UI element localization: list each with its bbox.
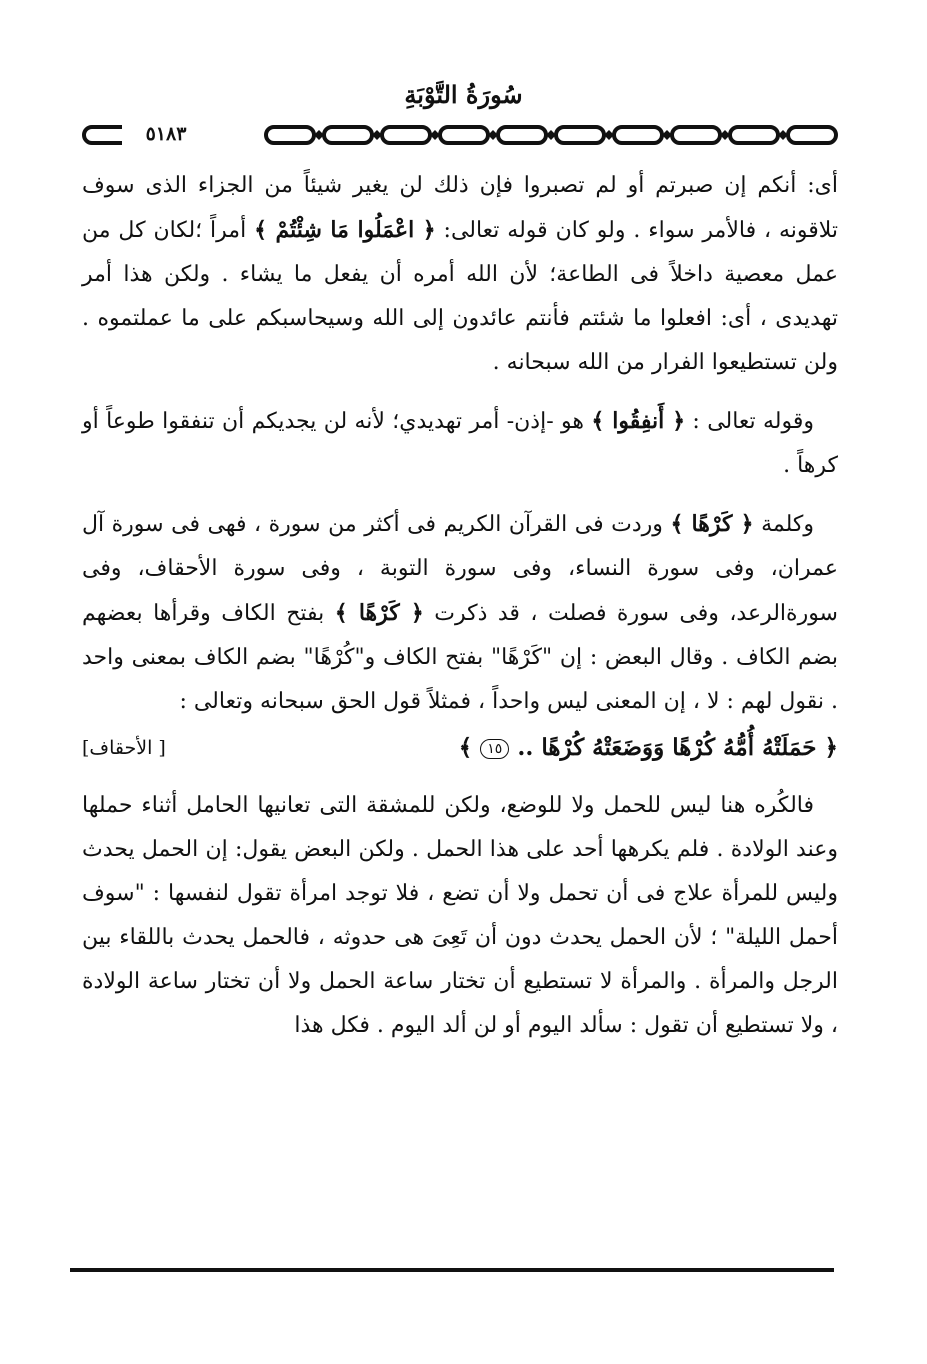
paragraph-4-text: فالكُره هنا ليس للحمل ولا للوضع، ولكن للمشقة التى تعانيها الحامل أثناء حملها وعند الولادة . فلم يكرهها أحد على هذا الحمل . ولكن البعض يقول: إن الحمل يحدث وليس للمرأة علاج فى أن تحمل ولا أن تضع ، فلا توجد امرأة تقول لنفسها : "سوف أحمل الليلة" ؛ لأن الحمل يحدث دون أن تَعِىَ هى حدوثه ، فالحمل يحدث باللقاء بين الرجل والمرأة . والمرأة لا تستطيع أن تختار ساعة الحمل ولا أن تختار ساعة الولادة ، ولا تستطيع أن تقول : سألد اليوم أو لن ألد اليوم . فكل هذا bbox=[82, 793, 838, 1038]
verse-number: ١٥ bbox=[480, 739, 509, 759]
paragraph-3-text-b: وردت فى القرآن الكريم فى أكثر من سورة ، فهى فى سورة آل عمران، وفى سورة النساء، وفى سورة التوبة ، وفى سورة الأحقاف، وفى سورةالرعد، وفى سورة فصلت ، قد ذكرت bbox=[82, 512, 838, 626]
verse-line bbox=[82, 726, 838, 770]
paragraph-4 bbox=[82, 784, 838, 1048]
verse-close-bracket: ﴾ bbox=[458, 734, 473, 761]
paragraph-3-text-c: بفتح الكاف وقرأها بعضهم بضم الكاف . وقال البعض : إن "كَرْهًا" بفتح الكاف و"كُرْهًا" بضم الكاف بمعنى واحد . نقول لهم : لا ، إن المعنى ليس واحداً ، فمثلاً قول الحق سبحانه وتعالى : bbox=[82, 601, 838, 714]
paragraph-2-text-a: وقوله تعالى : bbox=[685, 409, 815, 434]
bottom-rule bbox=[70, 1268, 834, 1272]
surah-title: سُورَةُ التَّوْبَةِ bbox=[404, 80, 523, 109]
page-number: ٥١٨٣ bbox=[122, 121, 210, 147]
paragraph-1-text-a: أى: أنكم إن صبرتم أو لم تصبروا فإن ذلك لن يغير شيئاً من الجزاء الذى سوف تلاقونه ، فالأمر سواء . ولو كان قوله تعالى: bbox=[82, 173, 839, 243]
quran-quote: ﴿ كَرْهًا ﴾ bbox=[334, 600, 424, 626]
quran-quote: ﴿ كَرْهًا ﴾ bbox=[670, 511, 754, 537]
quran-quote: ﴿ اعْمَلُوا مَا شِئْتُمْ ﴾ bbox=[254, 217, 436, 243]
paragraph-3 bbox=[82, 502, 838, 724]
paragraph-2 bbox=[82, 399, 838, 488]
text-body bbox=[82, 164, 838, 1048]
quran-quote: ﴿ أَنفِقُوا ﴾ bbox=[591, 408, 686, 434]
paragraph-1 bbox=[82, 164, 838, 385]
paragraph-3-text-a: وكلمة bbox=[753, 512, 814, 537]
verse-reference: [ الأحقاف] bbox=[82, 737, 166, 759]
quran-verse bbox=[459, 726, 838, 770]
paragraph-1-text-b: أمراً ؛لكان كل من عمل معصية داخلاً فى الطاعة؛ لأن الله أمره أن يفعل ما يشاء . ولكن هذا أمر تهديدى ، أى: افعلوا ما شئتم فأنتم عائدون إلى الله وسيحاسبكم على ما عملتموه . ولن تستطيعوا الفرار من الله سبحانه . bbox=[82, 218, 838, 375]
verse-text: ﴿ حَمَلَتْهُ أُمُّهُ كُرْهًا وَوَضَعَتْهُ كُرْهًا .. bbox=[517, 734, 838, 761]
paragraph-2-text-b: هو -إذن- أمر تهديدي؛ لأنه لن يجديكم أن تنفقوا طوعاً أو كرهاً . bbox=[82, 409, 838, 478]
